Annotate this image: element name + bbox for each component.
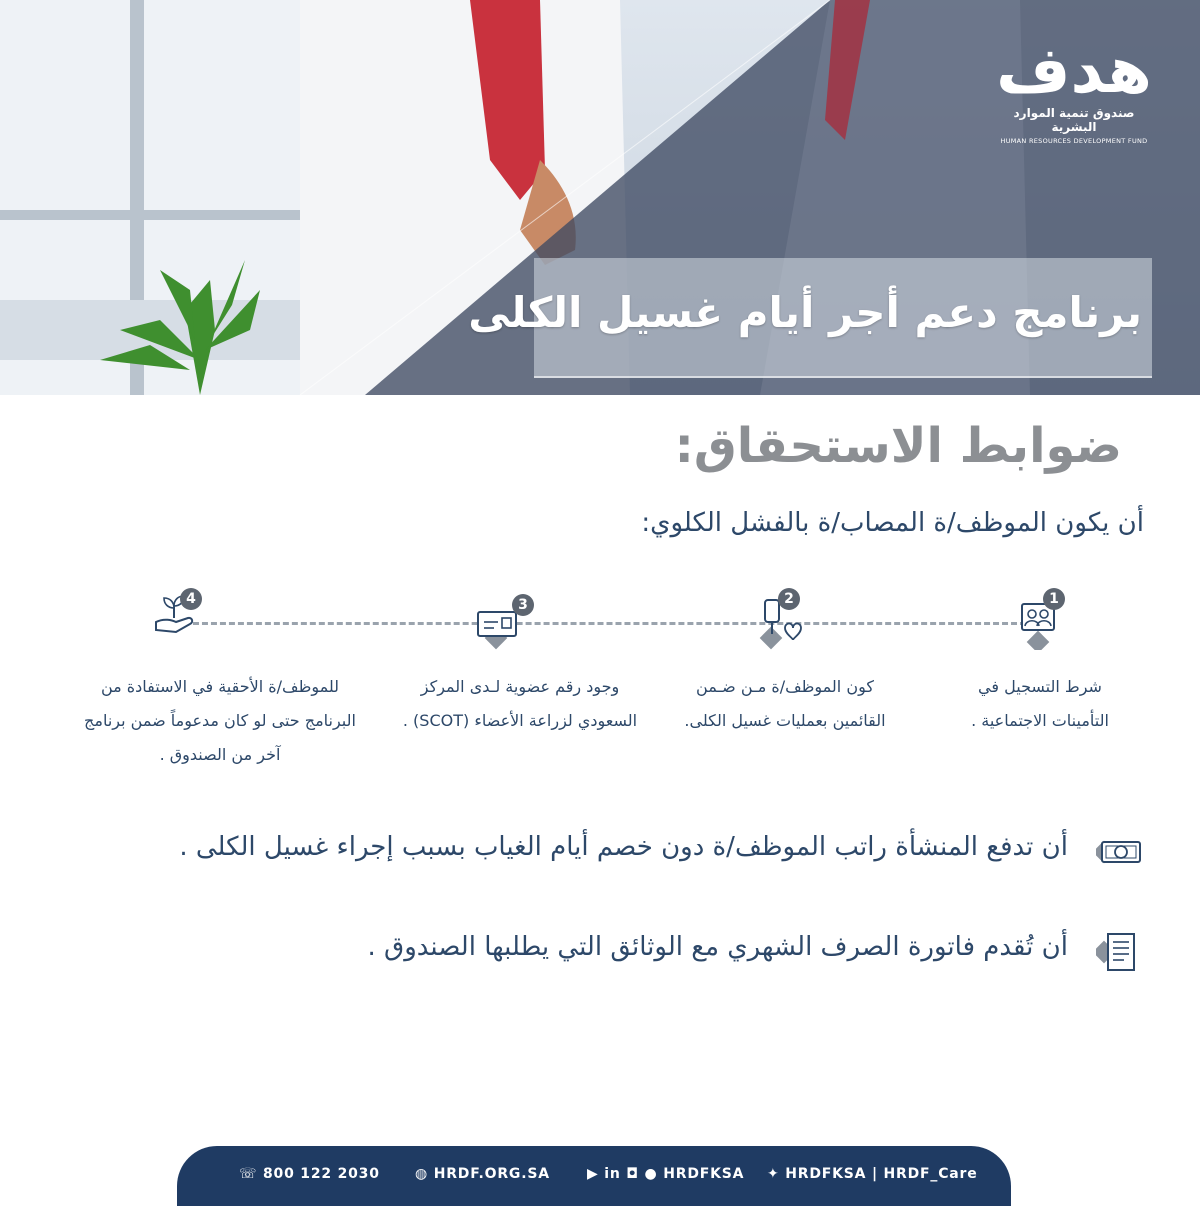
social-icons: ▶ in ◘ ● (587, 1166, 664, 1182)
requirement-2-text: أن تُقدم فاتورة الصرف الشهري مع الوثائق التي يطلبها الصندوق . (367, 932, 1068, 962)
step-4-line-2: البرنامج حتى لو كان مدعوماً ضمن برنامج (84, 711, 356, 730)
requirement-2 (144, 928, 1144, 978)
step-4-text (70, 670, 370, 772)
program-title: برنامج دعم أجر أيام غسيل الكلى (468, 288, 1142, 337)
step-1-line-1: شرط التسجيل في (978, 677, 1102, 696)
step-1-number: 1 (1043, 588, 1065, 610)
step-1-line-2: التأمينات الاجتماعية . (971, 711, 1109, 730)
footer-phone-text: 800 122 2030 (262, 1166, 380, 1182)
hero-banner (0, 0, 1200, 395)
globe-icon: ◍ (415, 1166, 434, 1182)
step-4-number: 4 (180, 588, 202, 610)
logo-name-ar: صندوق تنمية الموارد البشرية (1013, 106, 1135, 134)
document-scroll-icon (1096, 930, 1144, 974)
requirement-1 (144, 828, 1144, 878)
step-4-line-1: للموظف/ة الأحقية في الاستفادة من (100, 677, 340, 696)
step-2-line-1: كون الموظف/ة مـن ضـمن (696, 677, 874, 696)
eligibility-title: ضوابط الاستحقاق: (674, 418, 1122, 474)
step-4-line-3: آخر من الصندوق . (159, 745, 281, 764)
requirement-1-text: أن تدفع المنشأة راتب الموظف/ة دون خصم أيام الغياب بسبب إجراء غسيل الكلى . (179, 832, 1068, 862)
footer-social[interactable] (587, 1166, 744, 1182)
footer-twitter[interactable] (767, 1166, 978, 1182)
eligibility-intro: أن يكون الموظف/ة المصاب/ة بالفشل الكلوي: (641, 508, 1144, 538)
footer-phone[interactable] (239, 1166, 380, 1182)
footer-twitter-text: HRDFKSA | HRDF_Care (785, 1166, 978, 1182)
phone-icon: ☏ (239, 1166, 263, 1182)
footer-website-text: HRDF.ORG.SA (433, 1166, 550, 1182)
step-3-line-2: السعودي لزراعة الأعضاء (SCOT) . (402, 711, 638, 730)
hrdf-logo (994, 34, 1154, 145)
twitter-icon: ✦ (767, 1166, 786, 1182)
money-bill-icon (1096, 830, 1144, 874)
program-title-box (468, 258, 1152, 378)
step-3-number: 3 (512, 594, 534, 616)
step-3-line-1: وجود رقم عضوية لـدى المركز (420, 677, 620, 696)
footer-social-text: HRDFKSA (663, 1166, 745, 1182)
contact-footer (177, 1146, 1011, 1206)
step-1-text (900, 670, 1180, 738)
step-2-number: 2 (778, 588, 800, 610)
step-3-text (380, 670, 660, 738)
footer-website[interactable] (415, 1166, 550, 1182)
logo-mark: هدف (996, 34, 1152, 108)
steps-timeline (175, 622, 1035, 625)
logo-name-en: HUMAN RESOURCES DEVELOPMENT FUND (1000, 137, 1148, 145)
step-2-text (645, 670, 925, 738)
step-2-line-2: القائمين بعمليات غسيل الكلى. (684, 711, 886, 730)
